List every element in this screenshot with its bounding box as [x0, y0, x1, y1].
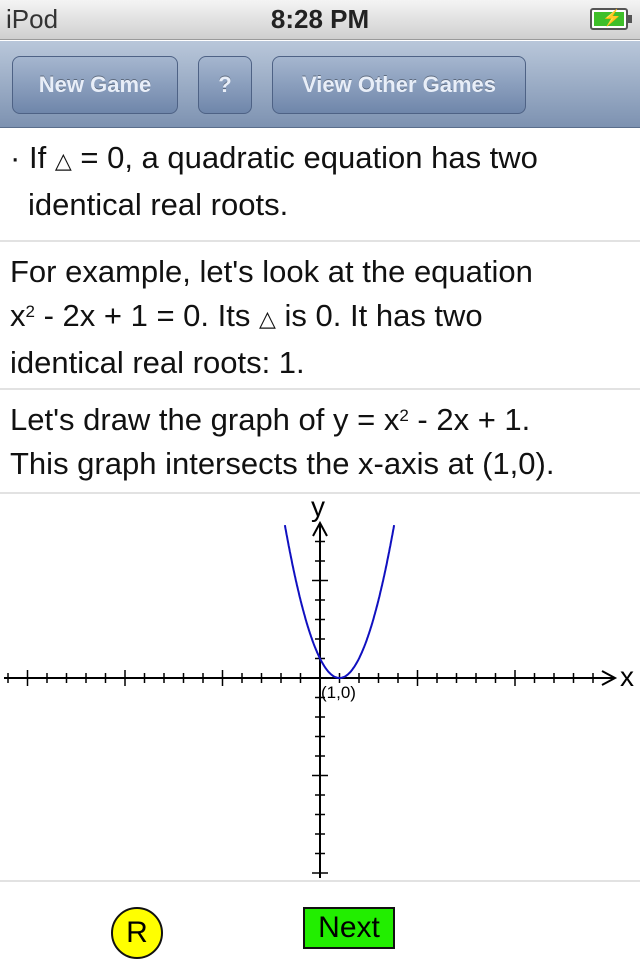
bullet: · [10, 140, 21, 175]
graph-desc-a: Let's draw the graph of y = x [10, 402, 400, 437]
graph-desc-line-1 [10, 398, 630, 442]
x-axis-label: x [620, 661, 634, 692]
clock: 8:28 PM [270, 4, 370, 34]
r-button[interactable]: R [111, 907, 163, 959]
graph-desc-line-2: This graph intersects the x-axis at (1,0). [10, 446, 555, 481]
parabola-curve [285, 525, 394, 678]
carrier-label: iPod [6, 4, 59, 34]
example-line-2 [10, 294, 630, 341]
graph-desc-b: - 2x + 1. [408, 402, 531, 437]
graph-canvas [0, 494, 640, 878]
battery-charging-icon: ⚡ [590, 8, 628, 30]
graph-description-section [0, 390, 640, 494]
rule-line-1 [10, 136, 630, 183]
example-section [0, 242, 640, 390]
y-axis-label: y [311, 494, 325, 522]
toolbar [0, 41, 640, 128]
example-line-1: For example, let's look at the equation [10, 254, 533, 289]
delta-symbol: △ [258, 306, 276, 331]
rule-line-2: identical real roots. [28, 187, 289, 222]
rule-text: = 0, a quadratic equation has two [80, 140, 538, 175]
new-game-button[interactable]: New Game [12, 56, 178, 114]
view-other-games-button[interactable]: View Other Games [272, 56, 526, 114]
intersection-point-label: (1,0) [321, 683, 356, 702]
equation-rest: - 2x + 1 = 0. Its [34, 298, 251, 333]
equation-exponent: 2 [25, 302, 35, 321]
bottom-bar [0, 880, 640, 960]
rule-if: If [28, 140, 47, 175]
rule-section [0, 128, 640, 242]
parabola-graph [0, 494, 640, 878]
example-text: is 0. It has two [284, 298, 483, 333]
graph-desc-exponent: 2 [399, 406, 409, 425]
equation-base: x [10, 298, 26, 333]
help-button[interactable]: ? [198, 56, 252, 114]
delta-symbol: △ [54, 148, 72, 173]
status-bar [0, 0, 640, 40]
next-button[interactable]: Next [303, 907, 395, 949]
example-line-3: identical real roots: 1. [10, 345, 305, 380]
